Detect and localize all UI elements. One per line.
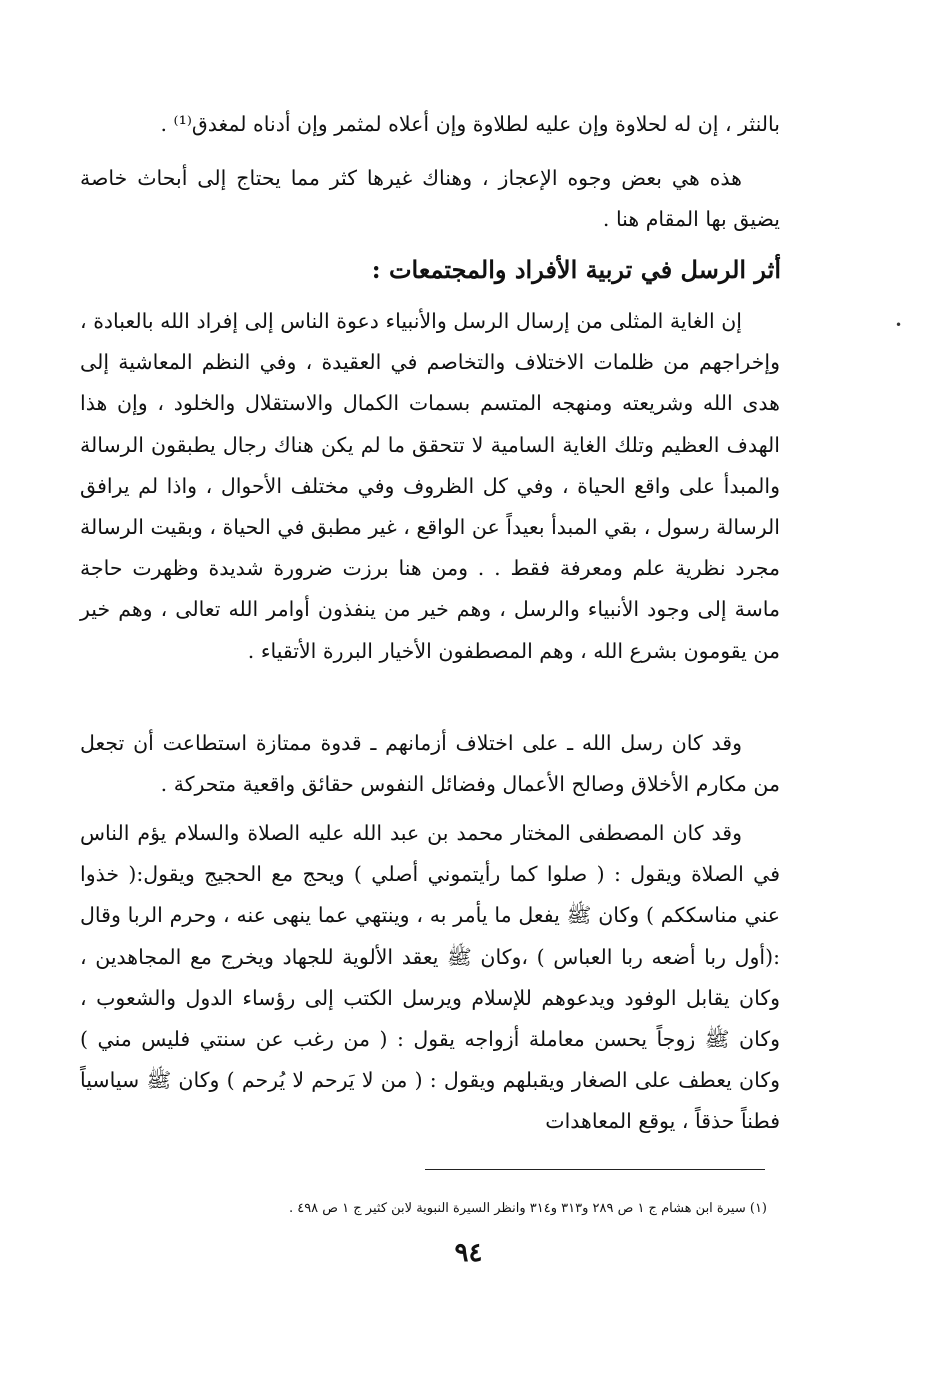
paragraph-three xyxy=(80,813,780,1143)
page-number: ٩٤ xyxy=(454,1238,483,1268)
main-paragraph-text: إن الغاية المثلى من إرسال الرسل والأنبياء دعوة الناس إلى إفراد الله بالعبادة ، وإخراجهم من ظلمات الاختلاف والتخاصم في العقيدة ، وفي النظم المعاشية إلى هدى الله وشريعته ومنهجه المتسم بسمات الكمال والاستقلال والخلود ، وإن هذا الهدف العظيم وتلك الغاية السامية لا تتحقق ما لم يكن هناك رجال يطبقون الرسالة والمبدأ على واقع الحياة ، وفي كل الظروف وفي مختلف الأحوال ، واذا لم يرافق الرسالة رسول ، بقي المبدأ بعيداً عن الواقع ، غير مطبق في الحياة ، وبقيت الرسالة مجرد نظرية علم ومعرفة فقط . . ومن هنا برزت ضرورة شديدة وظهرت حاجة ماسة إلى وجود الأنبياء والرسل ، وهم خير من ينفذون أوامر الله تعالى ، وهم خير من يقومون بشرع الله ، وهم المصطفون الأخيار البررة الأتقياء . xyxy=(80,309,780,663)
intro-paragraph xyxy=(80,158,780,240)
footnote: (١) سيرة ابن هشام ج ١ ص ٢٨٩ و٣١٣ و٣١٤ وانظر السيرة النبوية لابن كثير ج ١ ص ٤٩٨ . xyxy=(288,1201,767,1216)
intro-top-text: بالنثر ، إن له لحلاوة وإن عليه لطلاوة وإن أعلاه لمثمر وإن أدناه لمغدق⁽¹⁾ . xyxy=(160,112,780,136)
intro-top-line xyxy=(80,104,780,145)
margin-mark: • xyxy=(895,318,903,332)
main-paragraph xyxy=(80,301,780,672)
footnote-divider xyxy=(425,1169,765,1170)
paragraph-two-text: وقد كان رسل الله ـ على اختلاف أزمانهم ـ قدوة ممتازة استطاعت أن تجعل من مكارم الأخلاق وصالح الأعمال وفضائل النفوس حقائق واقعية متحركة . xyxy=(80,731,780,797)
paragraph-three-text: وقد كان المصطفى المختار محمد بن عبد الله عليه الصلاة والسلام يؤم الناس في الصلاة ويقول : ( صلوا كما رأيتموني أصلي ) ويحج مع الحجيج ويقول:( خذوا عني مناسككم ) وكان ﷺ يفعل ما يأمر به ، وينتهي عما ينهى عنه ، وحرم الربا وقال :(أول ربا أضعه ربا العباس ) ،وكان ﷺ يعقد الألوية للجهاد ويخرج مع المجاهدين ، وكان يقابل الوفود ويدعوهم للإسلام ويرسل الكتب إلى رؤساء الدول والشعوب ، وكان ﷺ زوجاً يحسن معاملة أزواجه يقول : ( من رغب عن سنتي فليس مني ) وكان يعطف على الصغار ويقبلهم ويقول : ( من لا يَرحم لا يُرحم ) وكان ﷺ سياسياً فطناً حذقاً ، يوقع المعاهدات xyxy=(80,821,780,1134)
paragraph-two xyxy=(80,723,780,805)
intro-paragraph-text: هذه هي بعض وجوه الإعجاز ، وهناك غيرها كثر مما يحتاج إلى أبحاث خاصة يضيق بها المقام هنا . xyxy=(80,166,780,232)
section-heading: أثر الرسل في تربية الأفراد والمجتمعات : xyxy=(371,255,781,284)
